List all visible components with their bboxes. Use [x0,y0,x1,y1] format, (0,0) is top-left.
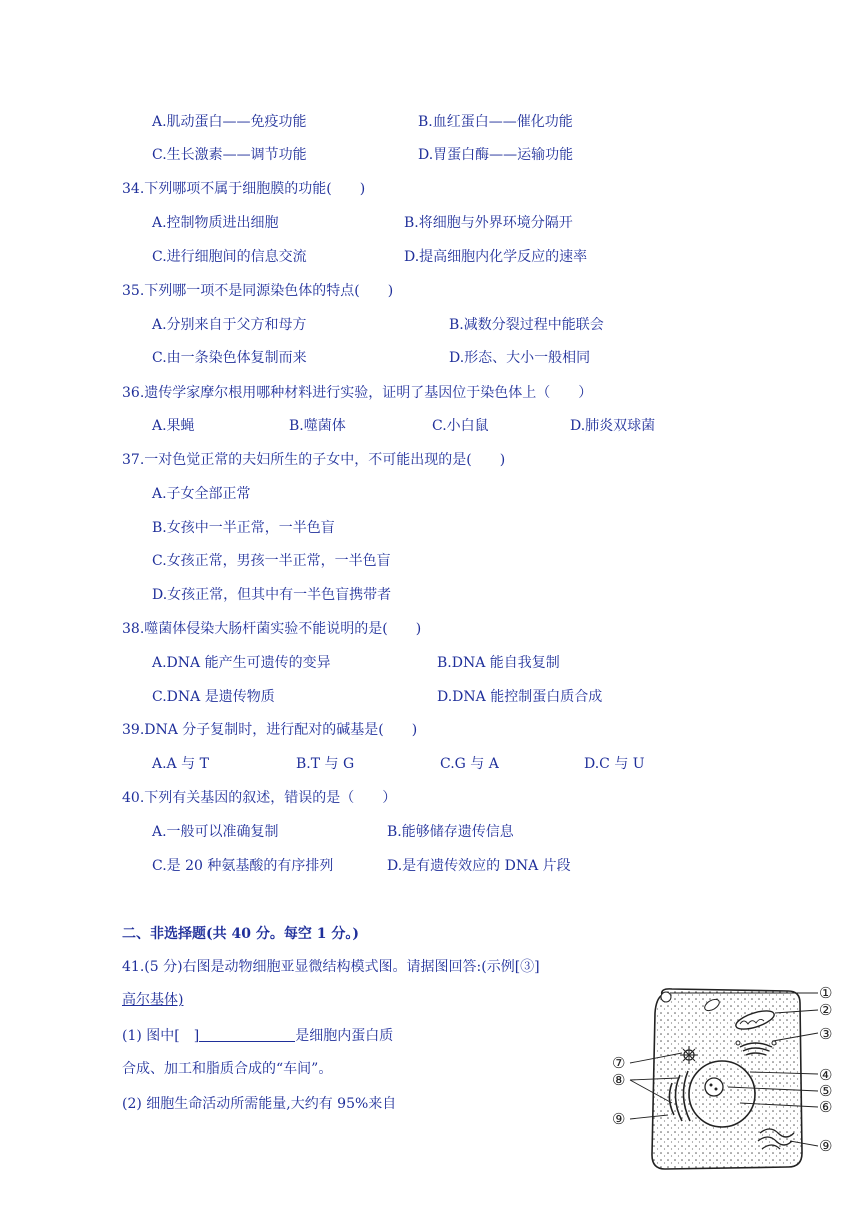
q37-option-c: C.女孩正常，男孩一半正常，一半色盲 [152,553,391,569]
q39-option-c: C.G 与 A [440,756,499,772]
q34-option-b: B.将细胞与外界环境分隔开 [404,215,573,231]
q34-option-a: A.控制物质进出细胞 [152,215,279,231]
q35-stem: 35.下列哪一项不是同源染色体的特点( ) [122,283,394,299]
q39-stem: 39.DNA 分子复制时，进行配对的碱基是( ) [122,722,418,738]
q36-option-c: C.小白鼠 [432,418,489,434]
q41-part1-suffix: 是细胞内蛋白质 [295,1028,394,1044]
animal-cell-diagram [610,983,842,1173]
q37-option-a: A.子女全部正常 [152,486,251,502]
q33-option-c: C.生长激素——调节功能 [152,147,307,163]
label-4: ④ [819,1066,833,1084]
nucleolus [705,1078,723,1096]
q34-option-d: D.提高细胞内化学反应的速率 [404,249,588,265]
q33-option-b: B.血红蛋白——催化功能 [418,114,573,130]
label-2: ② [819,1001,833,1019]
q38-option-d: D.DNA 能控制蛋白质合成 [437,689,603,705]
q37-stem: 37.一对色觉正常的夫妇所生的子女中，不可能出现的是( ) [122,452,506,468]
label-7: ⑦ [612,1054,626,1072]
q40-option-d: D.是有遗传效应的 DNA 片段 [387,858,571,874]
q36-stem: 36.遗传学家摩尔根用哪种材料进行实验，证明了基因位于染色体上（ ） [122,385,593,401]
label-5: ⑤ [819,1082,833,1100]
q35-option-d: D.形态、大小一般相同 [449,350,591,366]
q36-option-b: B.噬菌体 [289,418,346,434]
q39-option-b: B.T 与 G [296,756,355,772]
q35-option-c: C.由一条染色体复制而来 [152,350,307,366]
q41-part1-prefix: (1) 图中[ ] [122,1028,200,1044]
q36-option-d: D.肺炎双球菌 [570,418,656,434]
label-9-right: ⑨ [819,1137,833,1155]
label-8: ⑧ [612,1071,626,1089]
q41-part1 [122,1027,393,1045]
q40-option-b: B.能够储存遗传信息 [387,824,514,840]
section-heading: 二、非选择题(共 40 分。每空 1 分。) [122,926,359,942]
vesicle [661,992,671,1002]
q40-stem: 40.下列有关基因的叙述，错误的是（ ） [122,790,397,806]
q33-option-d: D.胃蛋白酶——运输功能 [418,147,574,163]
q40-option-c: C.是 20 种氨基酸的有序排列 [152,858,334,874]
q41-part2: (2) 细胞生命活动所需能量,大约有 95%来自 [122,1096,397,1112]
q41-stem: 41.(5 分)右图是动物细胞亚显微结构模式图。请据图回答:(示例[③] [122,959,540,975]
q38-option-c: C.DNA 是遗传物质 [152,689,275,705]
q37-option-b: B.女孩中一半正常，一半色盲 [152,520,335,536]
q36-option-a: A.果蝇 [152,418,195,434]
q40-option-a: A.一般可以准确复制 [152,824,279,840]
q41-example: 高尔基体) [122,992,184,1008]
q39-option-d: D.C 与 U [584,756,645,772]
q35-option-b: B.减数分裂过程中能联会 [449,317,604,333]
label-6: ⑥ [819,1098,833,1116]
label-1: ① [819,984,833,1002]
q39-option-a: A.A 与 T [152,756,209,772]
q38-option-b: B.DNA 能自我复制 [437,655,560,671]
nucleus-dots [692,1064,752,1124]
q34-stem: 34.下列哪项不属于细胞膜的功能( ) [122,181,366,197]
q38-option-a: A.DNA 能产生可遗传的变异 [152,655,331,671]
label-9-left: ⑨ [612,1110,626,1128]
q37-option-d: D.女孩正常，但其中有一半色盲携带者 [152,587,392,603]
q33-option-a: A.肌动蛋白——免疫功能 [152,114,307,130]
q34-option-c: C.进行细胞间的信息交流 [152,249,307,265]
q35-option-a: A.分别来自于父方和母方 [152,317,307,333]
q41-part1-continuation: 合成、加工和脂质合成的“车间”。 [122,1061,333,1077]
label-3: ③ [819,1025,833,1043]
q38-stem: 38.噬菌体侵染大肠杆菌实验不能说明的是( ) [122,621,422,637]
answer-blank[interactable] [199,1027,295,1042]
